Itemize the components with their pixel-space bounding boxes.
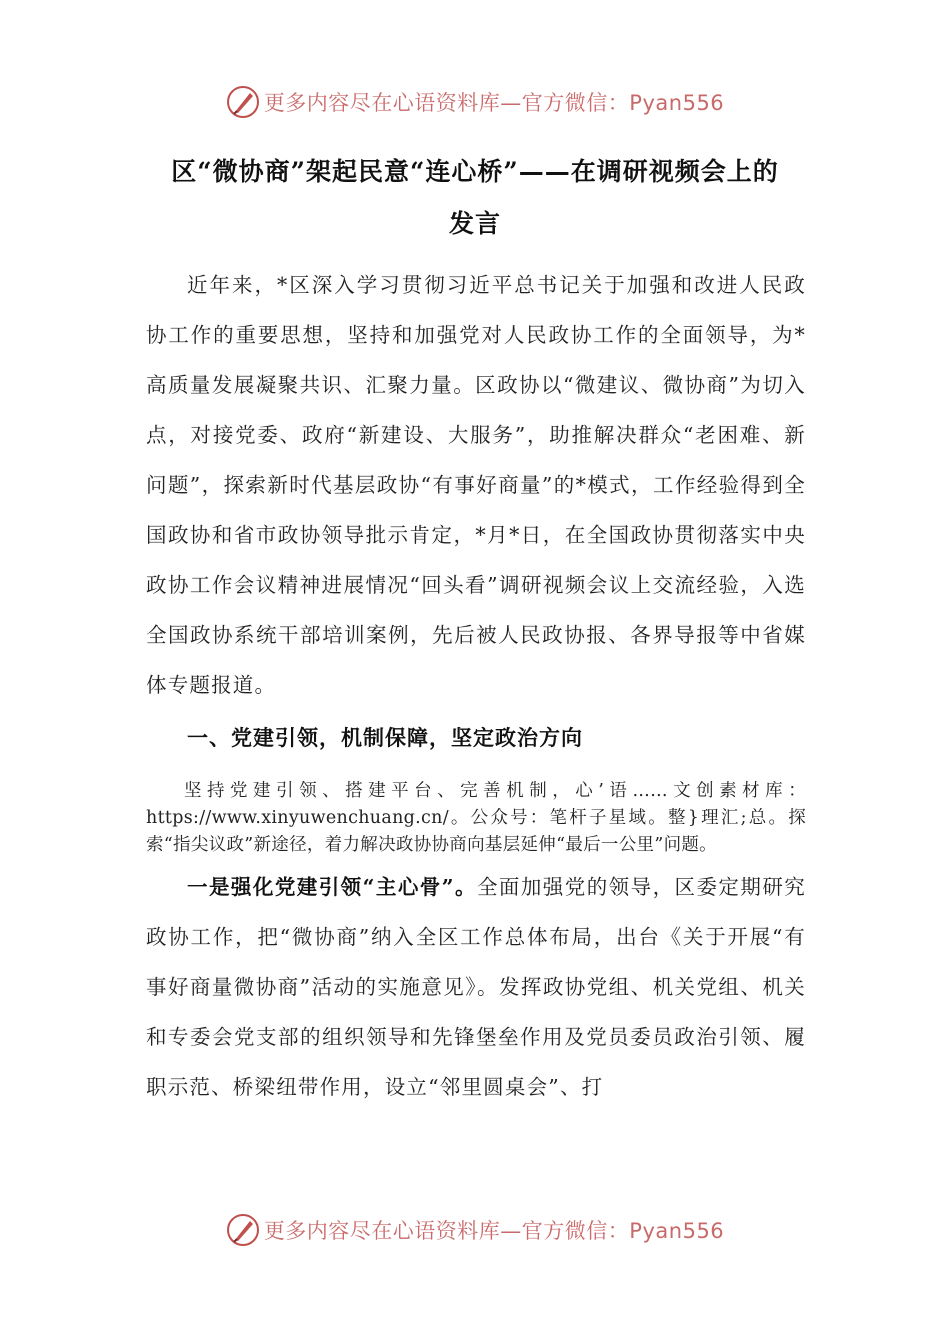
footer-banner: [0, 1210, 950, 1250]
header-banner: [0, 82, 950, 122]
document-title: 区“微协商”架起民意“连心桥”——在调研视频会上的: [171, 157, 779, 186]
section-summary-paragraph: 坚持党建引领、搭建平台、完善机制，心’语……文创素材库：https://www.xinyuwenchuang.cn/。公众号：笔杆子星域。整}理汇;总。探索“指尖议政”新途径，着力解决政协协商向基层延伸“最后一公里”问题。: [146, 781, 806, 855]
document-title-line2: 发言: [448, 209, 501, 238]
quill-pen-logo-icon: [226, 1213, 260, 1247]
section-heading: 一、党建引领，机制保障，坚定政治方向: [187, 725, 583, 750]
banner-text: 更多内容尽在心语资料库—官方微信：Pyan556: [263, 1219, 725, 1243]
point-lead: 一是强化党建引领“主心骨”。: [187, 875, 477, 899]
point-paragraph: [146, 862, 806, 1112]
banner-text: 更多内容尽在心语资料库—官方微信：Pyan556: [263, 91, 725, 115]
point-text: 全面加强党的领导，区委定期研究政协工作，把“微协商”纳入全区工作总体布局，出台《关于开展“有事好商量微协商”活动的实施意见》。发挥政协党组、机关党组、机关和专委会党支部的组织领导和先锋堡垒作用及党员委员政治引领、履职示范、桥梁纽带作用，设立“邻里圆桌会”、打: [146, 875, 806, 1099]
quill-pen-logo-icon: [226, 85, 260, 119]
intro-paragraph: 近年来，*区深入学习贯彻习近平总书记关于加强和改进人民政协工作的重要思想，坚持和加强党对人民政协工作的全面领导，为*高质量发展凝聚共识、汇聚力量。区政协以“微建议、微协商”为切入点，对接党委、政府“新建设、大服务”，助推解决群众“老困难、新问题”，探索新时代基层政协“有事好商量”的*模式，工作经验得到全国政协和省市政协领导批示肯定，*月*日，在全国政协贯彻落实中央政协工作会议精神进展情况“回头看”调研视频会议上交流经验，入选全国政协系统干部培训案例，先后被人民政协报、各界导报等中省媒体专题报道。: [146, 273, 806, 697]
